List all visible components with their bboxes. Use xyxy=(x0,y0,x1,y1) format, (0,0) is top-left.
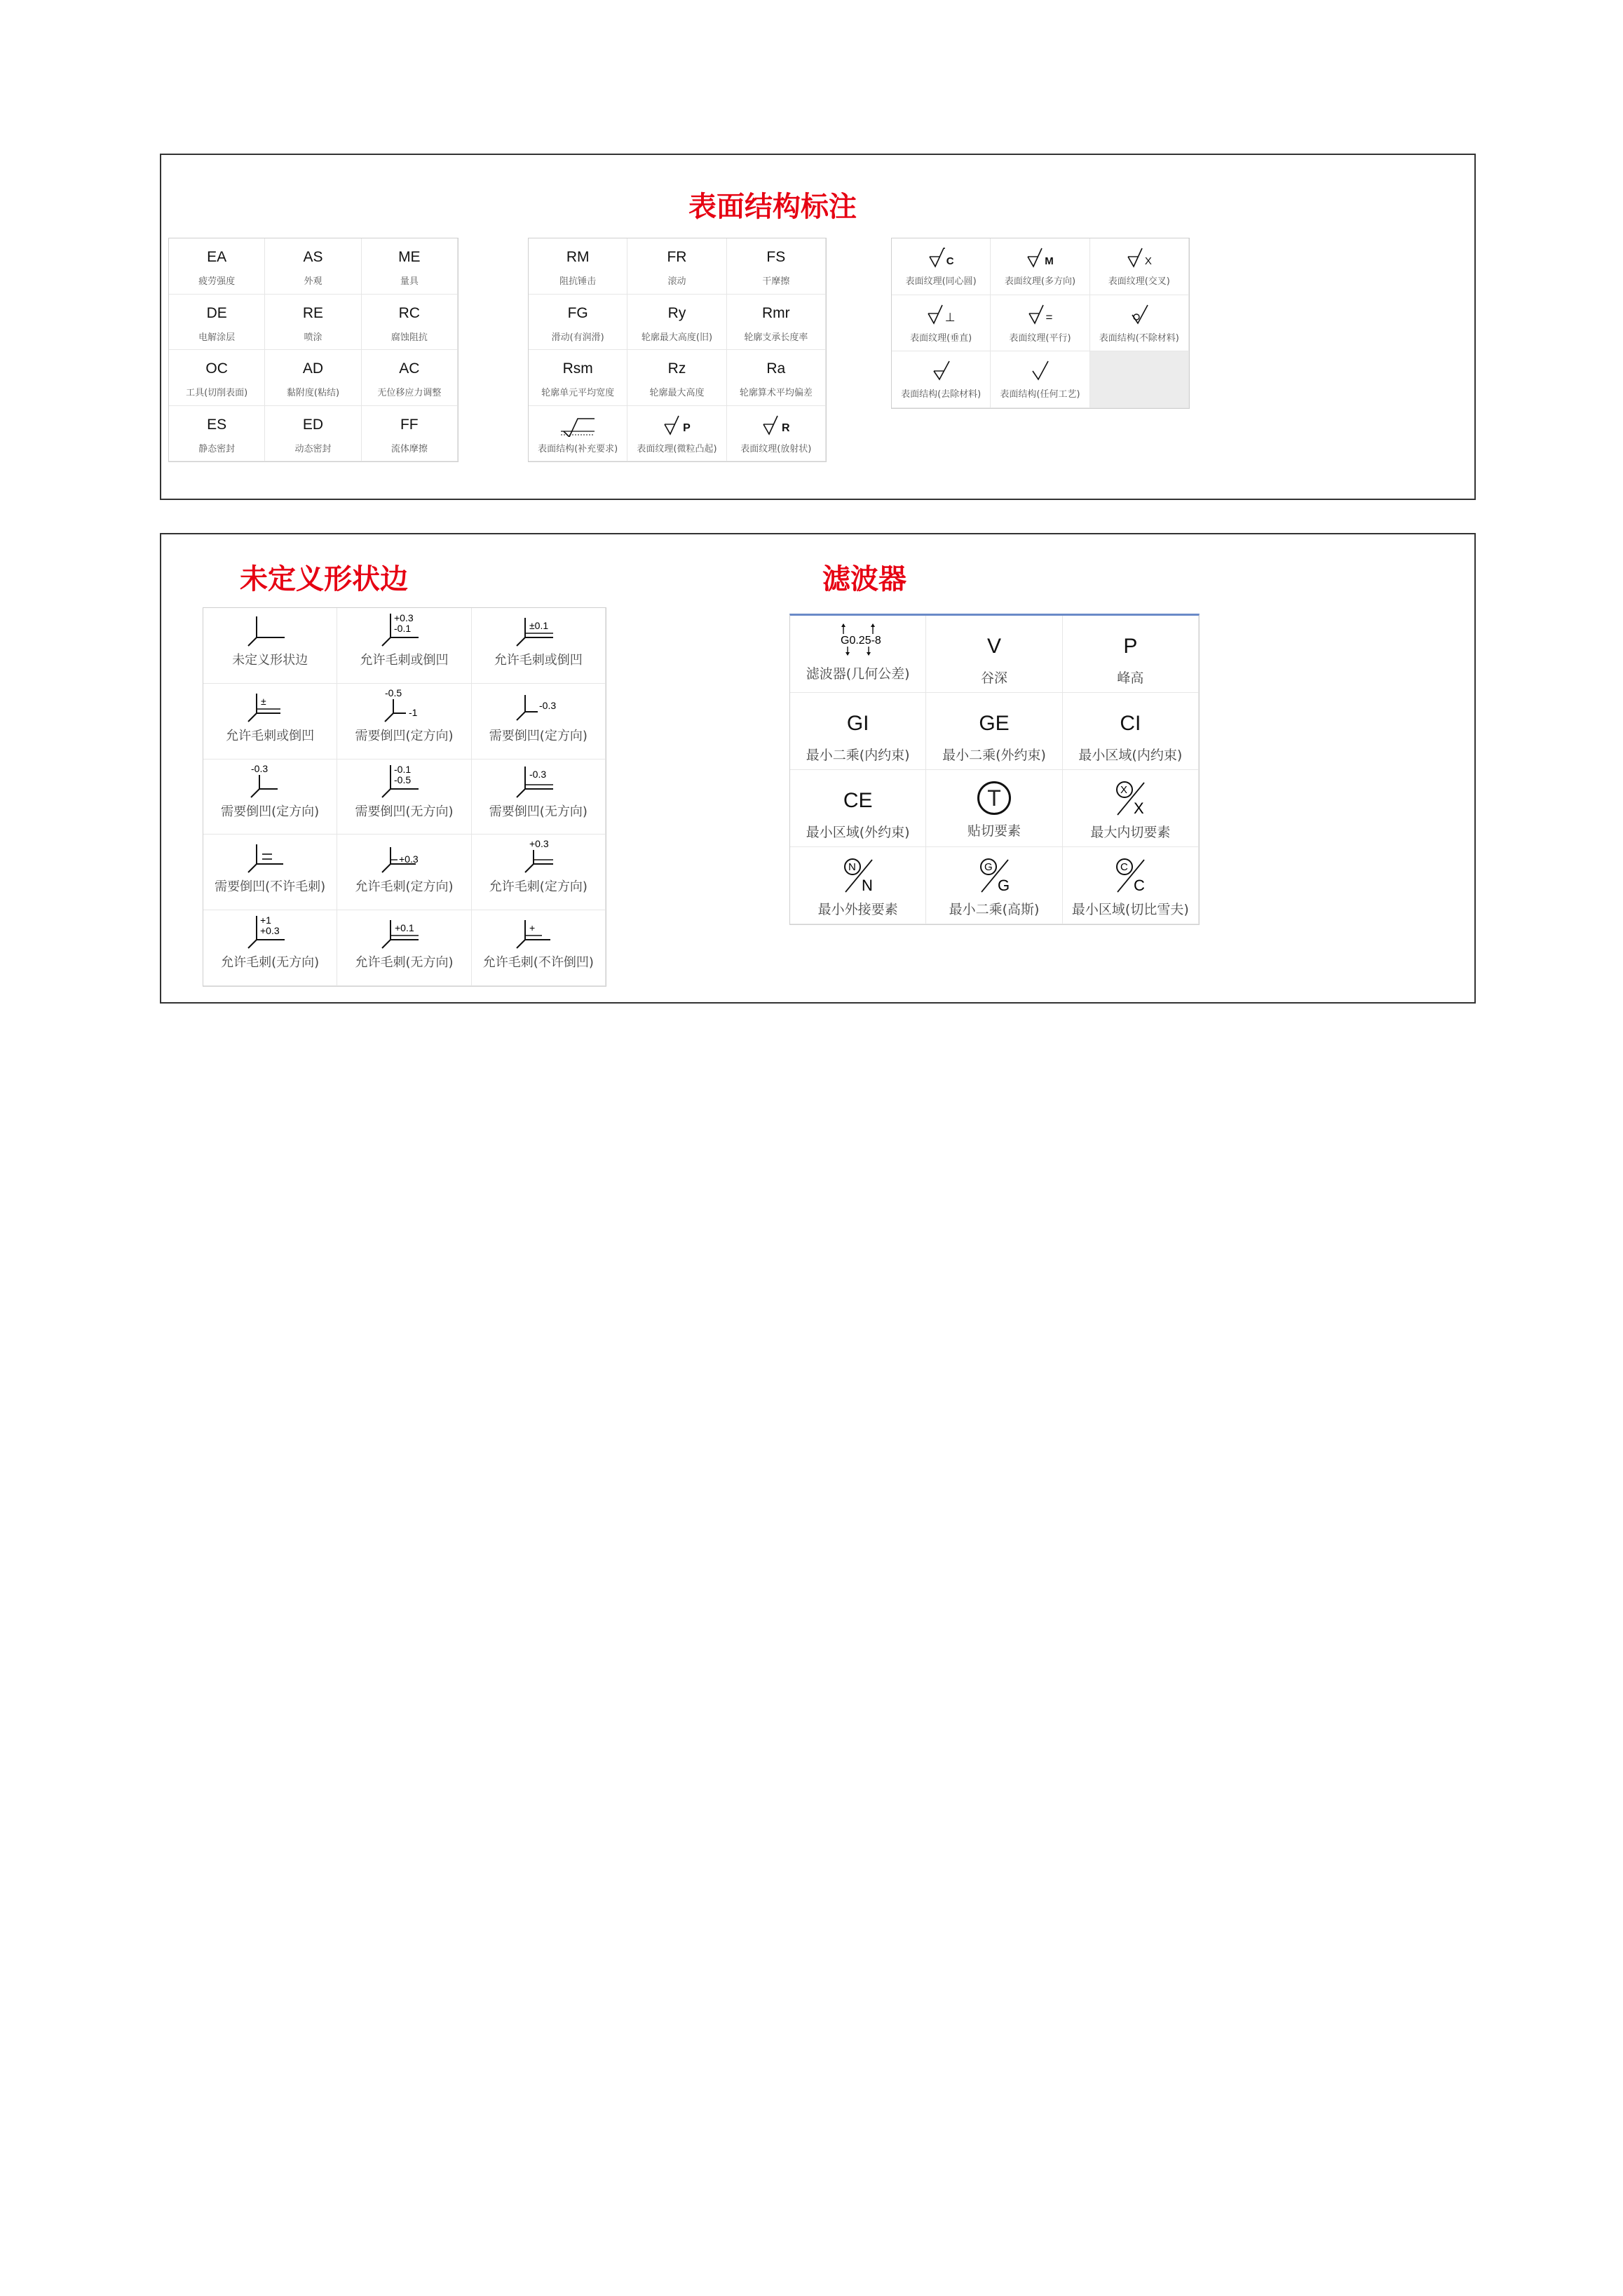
grid3-cell xyxy=(892,238,991,295)
edge-top-value: -0.5 xyxy=(385,687,402,698)
surface-code-grid-1 xyxy=(168,238,459,462)
filter-label: 最小区域(内约束) xyxy=(1078,748,1183,763)
grid2-cell xyxy=(529,295,627,351)
surface-panel xyxy=(160,154,1476,500)
edge-label: 允许毛刺或倒凹 xyxy=(226,728,315,743)
grid2-label: 轮廓算术平均偏差 xyxy=(739,388,813,398)
grid1-cell xyxy=(362,406,458,462)
edge-bottom-value: -1 xyxy=(409,706,418,718)
grid3-label: 表面纹理(多方向) xyxy=(1004,276,1076,287)
any-process-icon xyxy=(1030,360,1050,381)
grid1-label: 外观 xyxy=(304,276,322,287)
filter-label: 滤波器(几何公差) xyxy=(806,666,910,682)
filter-cell xyxy=(1063,693,1199,770)
edge-cell xyxy=(472,835,606,910)
grid1-label: 动态密封 xyxy=(294,443,332,454)
filter-label: 最小二乘(内约束) xyxy=(806,748,910,763)
grid1-label: 黏附度(粘结) xyxy=(286,388,340,398)
edge-top-value: +0.3 xyxy=(399,853,419,865)
texture-p-code: P xyxy=(683,421,691,434)
filter-code: P xyxy=(1123,635,1138,658)
grid3-cell xyxy=(991,295,1089,352)
filter-code: G xyxy=(997,877,1010,893)
edge-label: 未定义形状边 xyxy=(232,653,308,668)
edge-symbol-icon xyxy=(507,611,570,650)
grid3-cell xyxy=(892,351,991,408)
filter-label: 贴切要素 xyxy=(967,823,1021,839)
grid2-code: Ry xyxy=(667,304,686,321)
grid1-cell xyxy=(169,238,265,295)
grid2-code: Ra xyxy=(766,360,786,377)
edge-label: 允许毛刺或倒凹 xyxy=(494,653,583,668)
filter-cell xyxy=(790,847,926,924)
surface-texture-p-icon xyxy=(663,414,691,435)
grid1-code: AS xyxy=(303,249,323,265)
edge-label: 需要倒凹(不许毛刺) xyxy=(215,879,326,895)
svg-text:C: C xyxy=(1120,861,1129,873)
grid1-label: 喷涂 xyxy=(304,332,322,343)
grid2-label: 轮廓最大高度(旧) xyxy=(641,332,713,343)
surface-texture-grid xyxy=(891,238,1190,409)
grid3-label: 表面纹理(交叉) xyxy=(1108,276,1170,287)
edge-cell xyxy=(337,835,471,910)
grid2-cell xyxy=(627,295,726,351)
filter-cell xyxy=(926,693,1062,770)
edge-cell xyxy=(337,910,471,986)
grid3-cell xyxy=(991,351,1089,408)
edge-cell xyxy=(203,608,337,684)
edge-symbol-icon xyxy=(372,687,435,726)
grid3-label: 表面纹理(垂直) xyxy=(910,332,972,344)
grid1-label: 量具 xyxy=(400,276,419,287)
grid2-cell xyxy=(627,406,726,462)
edge-symbol-icon xyxy=(507,687,570,726)
material-removal-icon xyxy=(931,360,951,381)
grid2-cell xyxy=(627,238,726,295)
edge-top-value: + xyxy=(529,922,535,934)
filter-symbol-grid xyxy=(789,614,1200,925)
filter-code: CE xyxy=(843,789,873,812)
edge-symbol-grid xyxy=(203,607,606,987)
texture-code: X xyxy=(1144,255,1152,267)
edge-cell xyxy=(203,759,337,835)
edge-cell xyxy=(472,608,606,684)
grid2-label: 阻抗锤击 xyxy=(559,276,597,287)
grid1-cell xyxy=(169,406,265,462)
grid3-empty-cell xyxy=(1090,351,1189,408)
texture-code: M xyxy=(1045,255,1054,267)
edge-top-value: +1 xyxy=(260,914,272,926)
edge-label: 允许毛刺(无方向) xyxy=(355,955,454,971)
grid2-cell xyxy=(727,406,826,462)
filter-label: 最小区域(切比雪夫) xyxy=(1071,902,1189,917)
edge-cell xyxy=(472,910,606,986)
grid3-label: 表面结构(去除材料) xyxy=(901,389,982,400)
edge-cell xyxy=(337,759,471,835)
edge-top-value: -0.3 xyxy=(529,768,546,780)
edge-symbol-icon xyxy=(238,687,301,726)
edge-label: 允许毛刺(不许倒凹) xyxy=(482,955,594,971)
min-circumscribed-element-icon xyxy=(838,856,878,893)
filter-cell xyxy=(926,770,1062,847)
edge-label: 允许毛刺(无方向) xyxy=(221,955,320,971)
max-inscribed-element-icon xyxy=(1111,778,1150,816)
filter-label: 最小二乘(高斯) xyxy=(949,902,1040,917)
filter-cell xyxy=(926,616,1062,693)
grid3-label: 表面纹理(同心圆) xyxy=(905,276,977,287)
grid1-code: AD xyxy=(302,360,324,377)
filter-code: GI xyxy=(846,712,869,735)
grid1-cell xyxy=(265,238,361,295)
filter-code: N xyxy=(861,877,873,893)
edge-label: 需要倒凹(定方向) xyxy=(355,728,454,743)
texture-concentric-icon xyxy=(928,247,954,268)
grid3-cell xyxy=(892,295,991,352)
grid1-label: 电解涂层 xyxy=(198,332,236,343)
grid2-label: 表面纹理(微粒凸起) xyxy=(637,443,717,454)
grid2-label: 轮廓单元平均宽度 xyxy=(541,388,615,398)
filter-cell xyxy=(926,847,1062,924)
grid1-label: 疲劳强度 xyxy=(198,276,236,287)
grid2-cell xyxy=(727,295,826,351)
texture-crossed-icon xyxy=(1127,247,1152,268)
edge-bottom-value: -0.5 xyxy=(394,774,412,785)
edge-label: 需要倒凹(定方向) xyxy=(489,728,588,743)
filter-label: 谷深 xyxy=(980,670,1007,686)
svg-text:G: G xyxy=(984,861,993,873)
edge-cell xyxy=(337,684,471,759)
texture-code: ⊥ xyxy=(944,310,956,324)
edge-label: 允许毛刺(定方向) xyxy=(355,879,454,895)
grid1-code: ME xyxy=(398,249,421,265)
grid1-cell xyxy=(265,406,361,462)
surface-title: 表面结构标注 xyxy=(688,191,857,223)
grid1-label: 工具(切削表面) xyxy=(186,388,248,398)
edge-symbol-icon xyxy=(372,913,435,952)
supplementary-requirement-icon xyxy=(557,414,599,435)
edges-filters-panel xyxy=(160,533,1476,1004)
grid1-cell xyxy=(169,350,265,406)
grid2-code: Rmr xyxy=(761,304,790,321)
grid1-label: 腐蚀阻抗 xyxy=(391,332,428,343)
grid2-label: 滚动 xyxy=(667,276,686,287)
edge-top-value: +0.1 xyxy=(395,922,415,934)
texture-multidirection-icon xyxy=(1026,247,1054,268)
edge-top-value: +0.3 xyxy=(394,612,414,623)
grid1-cell xyxy=(265,295,361,351)
grid1-label: 无位移应力调整 xyxy=(377,388,442,398)
edge-symbol-icon xyxy=(372,762,435,802)
grid1-code: FF xyxy=(400,416,419,433)
edge-label: 允许毛刺(定方向) xyxy=(489,879,588,895)
edge-bottom-value: -0.1 xyxy=(394,623,412,634)
tangent-element-icon xyxy=(977,781,1011,815)
grid1-code: EA xyxy=(207,249,227,265)
edges-title: 未定义形状边 xyxy=(240,563,408,595)
filter-code: GE xyxy=(979,712,1010,735)
edge-symbol-icon xyxy=(238,611,301,650)
chebyshev-minimum-zone-icon xyxy=(1111,856,1150,893)
grid2-label: 表面结构(补充要求) xyxy=(538,443,618,454)
edge-label: 需要倒凹(无方向) xyxy=(355,804,454,819)
grid3-label: 表面结构(任何工艺) xyxy=(1000,389,1080,400)
filter-label: 最小区域(外约束) xyxy=(806,825,910,840)
grid1-code: RE xyxy=(302,304,324,321)
edge-label: 需要倒凹(定方向) xyxy=(221,804,320,819)
edge-symbol-icon xyxy=(507,913,570,952)
grid1-cell xyxy=(169,295,265,351)
texture-perpendicular-icon xyxy=(927,304,956,325)
filter-cell xyxy=(790,693,926,770)
filter-label: 最小二乘(外约束) xyxy=(942,748,1046,763)
grid1-cell xyxy=(362,295,458,351)
edge-top-value: -0.1 xyxy=(394,763,412,775)
grid1-code: RC xyxy=(398,304,420,321)
grid2-label: 表面纹理(放射状) xyxy=(740,443,812,454)
grid2-label: 轮廓最大高度 xyxy=(649,388,705,398)
filter-cell xyxy=(790,770,926,847)
filter-code: X xyxy=(1134,799,1144,816)
grid2-cell xyxy=(727,350,826,406)
edge-symbol-icon xyxy=(238,762,301,802)
filter-cell xyxy=(1063,847,1199,924)
edge-cell xyxy=(472,684,606,759)
no-material-removal-icon xyxy=(1129,304,1149,325)
filter-label: 峰高 xyxy=(1117,670,1144,686)
filter-code: T xyxy=(987,785,1001,811)
surface-texture-r-icon xyxy=(762,414,790,435)
edge-top-value: -0.3 xyxy=(538,699,556,711)
edge-cell xyxy=(472,759,606,835)
grid3-cell xyxy=(1090,238,1189,295)
svg-text:X: X xyxy=(1120,784,1128,796)
grid2-code: RM xyxy=(566,249,590,265)
grid2-cell xyxy=(529,350,627,406)
edge-top-value: ± xyxy=(261,695,266,707)
edge-top-value: ±0.1 xyxy=(529,620,548,631)
edge-label: 允许毛刺或倒凹 xyxy=(360,653,449,668)
surface-code-grid-2 xyxy=(528,238,827,462)
edge-symbol-icon xyxy=(238,913,301,952)
grid1-cell xyxy=(362,350,458,406)
edge-symbol-icon xyxy=(507,762,570,802)
grid2-cell xyxy=(627,350,726,406)
edge-cell xyxy=(203,684,337,759)
filter-label: 最大内切要素 xyxy=(1090,825,1171,840)
edge-top-value: -0.3 xyxy=(251,763,269,774)
grid2-code: FS xyxy=(766,249,786,265)
texture-parallel-icon xyxy=(1028,304,1053,325)
grid2-code: FG xyxy=(567,304,588,321)
grid3-cell xyxy=(1090,295,1189,352)
grid1-code: ED xyxy=(302,416,324,433)
filter-cell xyxy=(1063,770,1199,847)
filter-code: CI xyxy=(1120,712,1141,735)
filter-code: C xyxy=(1134,877,1146,893)
filter-label: 最小外接要素 xyxy=(817,902,898,917)
grid1-code: OC xyxy=(205,360,228,377)
edge-symbol-icon xyxy=(372,837,435,877)
grid3-label: 表面结构(不除材料) xyxy=(1099,332,1179,344)
grid1-label: 静态密封 xyxy=(198,443,236,454)
filter-cell xyxy=(790,616,926,693)
geometric-filter-icon xyxy=(820,623,897,658)
edge-cell xyxy=(203,835,337,910)
grid2-cell xyxy=(529,238,627,295)
grid3-label: 表面纹理(平行) xyxy=(1009,332,1071,344)
gaussian-least-squares-icon xyxy=(975,856,1014,893)
grid2-label: 干摩擦 xyxy=(762,276,790,287)
grid2-code: Rsm xyxy=(562,360,593,377)
grid2-label: 轮廓支承长度率 xyxy=(744,332,808,343)
edge-top-value: +0.3 xyxy=(529,839,549,850)
grid1-code: ES xyxy=(207,416,227,433)
filter-cell xyxy=(1063,616,1199,693)
edge-cell xyxy=(203,910,337,986)
grid2-code: Rz xyxy=(667,360,686,377)
grid3-cell xyxy=(991,238,1089,295)
filter-code: V xyxy=(986,635,1001,658)
edge-symbol-icon xyxy=(372,611,435,650)
filters-title: 滤波器 xyxy=(822,563,906,595)
texture-r-code: R xyxy=(782,421,790,434)
edge-bottom-value: +0.3 xyxy=(260,925,280,937)
grid2-cell xyxy=(529,406,627,462)
svg-text:N: N xyxy=(848,861,856,873)
grid2-cell xyxy=(727,238,826,295)
grid1-code: AC xyxy=(399,360,420,377)
edge-symbol-icon xyxy=(507,837,570,877)
texture-code: = xyxy=(1045,310,1053,324)
grid1-code: DE xyxy=(206,304,227,321)
texture-code: C xyxy=(946,255,954,267)
grid1-label: 流体摩擦 xyxy=(391,443,428,454)
filter-code: G0.25-8 xyxy=(840,635,881,647)
grid2-code: FR xyxy=(667,249,687,265)
edge-cell xyxy=(337,608,471,684)
grid2-label: 滑动(有润滑) xyxy=(551,332,604,343)
edge-label: 需要倒凹(无方向) xyxy=(489,804,588,819)
edge-symbol-icon xyxy=(238,837,301,877)
grid1-cell xyxy=(265,350,361,406)
grid1-cell xyxy=(362,238,458,295)
